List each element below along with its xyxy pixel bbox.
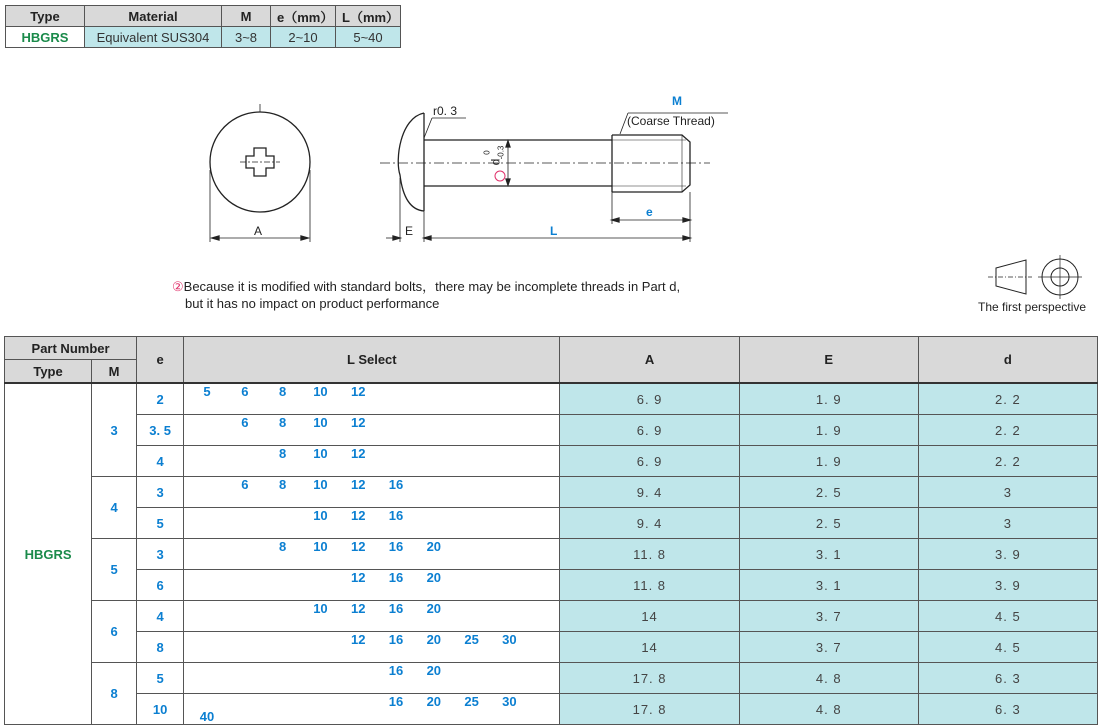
E-cell: 4. 8 <box>739 663 918 694</box>
first-perspective-label: The first perspective <box>978 300 1087 314</box>
l-value: 8 <box>279 384 287 399</box>
d-cell: 3. 9 <box>918 539 1097 570</box>
part-number-table <box>4 336 1098 725</box>
d-cell: 3. 9 <box>918 570 1097 601</box>
l-value: 8 <box>279 415 287 430</box>
table-row <box>5 663 1098 694</box>
table-row <box>5 570 1098 601</box>
table-row <box>5 477 1098 508</box>
d-cell: 6. 3 <box>918 663 1097 694</box>
l-value: 16 <box>388 632 404 647</box>
l-value: 25 <box>464 632 479 647</box>
e-cell: 10 <box>137 694 184 725</box>
e-cell: 2 <box>137 383 184 415</box>
table-row <box>5 694 1098 725</box>
l-value: 12 <box>350 508 366 523</box>
header-E: E <box>739 337 918 384</box>
m-cell: 8 <box>92 663 137 725</box>
E-cell: 3. 7 <box>739 632 918 663</box>
l-value: 12 <box>350 477 366 492</box>
l-select-cell <box>184 508 560 539</box>
E-cell: 2. 5 <box>739 508 918 539</box>
e-cell: 3 <box>137 477 184 508</box>
l-value: 30 <box>502 694 517 709</box>
e-cell: 5 <box>137 663 184 694</box>
e-cell: 3 <box>137 539 184 570</box>
l-value: 12 <box>350 570 366 585</box>
thread-m-label: M <box>672 94 682 108</box>
radius-label: r0. 3 <box>433 104 458 118</box>
l-value: 8 <box>279 446 287 461</box>
spec-header-type: Type <box>6 6 85 27</box>
l-value: 8 <box>279 477 287 492</box>
l-value: 16 <box>388 601 404 616</box>
e-cell: 4 <box>137 446 184 477</box>
a-cell: 14 <box>560 601 739 632</box>
l-select-cell <box>184 601 560 632</box>
footnote-line-2: but it has no impact on product performance <box>185 296 440 311</box>
l-value: 20 <box>426 694 442 709</box>
d-cell: 3 <box>918 477 1097 508</box>
E-cell: 1. 9 <box>739 383 918 415</box>
a-cell: 11. 8 <box>560 539 739 570</box>
l-value: 16 <box>388 694 404 709</box>
a-cell: 6. 9 <box>560 446 739 477</box>
header-type: Type <box>5 360 92 384</box>
header-e: e <box>137 337 184 384</box>
d-cell: 4. 5 <box>918 632 1097 663</box>
l-select-cell <box>184 383 560 415</box>
e-cell: 3. 5 <box>137 415 184 446</box>
l-value: 20 <box>426 570 442 585</box>
l-value: 20 <box>426 663 442 678</box>
l-select-cell <box>184 539 560 570</box>
d-cell: 4. 5 <box>918 601 1097 632</box>
tol-top: 0 <box>482 150 492 155</box>
l-value: 10 <box>313 508 328 523</box>
d-cell: 3 <box>918 508 1097 539</box>
l-value: 12 <box>350 601 366 616</box>
header-m: M <box>92 360 137 384</box>
dim-e-thread-label: e <box>646 205 653 219</box>
first-angle-projection-icon <box>988 255 1082 299</box>
l-select-cell <box>184 632 560 663</box>
spec-header-material: Material <box>85 6 222 27</box>
l-value: 10 <box>313 539 328 554</box>
l-value: 16 <box>388 663 404 678</box>
dim-e-label: E <box>405 224 414 238</box>
tol-bottom: -0.3 <box>496 145 506 160</box>
spec-type: HBGRS <box>6 27 85 48</box>
header-d: d <box>918 337 1097 384</box>
header-a: A <box>560 337 739 384</box>
a-cell: 17. 8 <box>560 694 739 725</box>
e-cell: 4 <box>137 601 184 632</box>
E-cell: 1. 9 <box>739 415 918 446</box>
l-value: 10 <box>313 601 328 616</box>
type-cell: HBGRS <box>5 383 92 725</box>
a-cell: 6. 9 <box>560 415 739 446</box>
l-select-cell <box>184 446 560 477</box>
table-row <box>5 632 1098 663</box>
l-value: 12 <box>350 415 366 430</box>
l-value: 16 <box>388 570 404 585</box>
l-select-cell <box>184 477 560 508</box>
E-cell: 3. 1 <box>739 570 918 601</box>
d-cell: 2. 2 <box>918 383 1097 415</box>
l-value: 12 <box>350 539 366 554</box>
e-cell: 8 <box>137 632 184 663</box>
l-value: 10 <box>313 415 328 430</box>
footnote-line-1: Because it is modified with standard bolts，there may be incomplete threads in Part d, <box>183 279 681 294</box>
l-value: 20 <box>426 601 442 616</box>
l-value: 12 <box>350 384 366 399</box>
warning-icon: ② <box>172 279 184 294</box>
l-value: 25 <box>464 694 479 709</box>
E-cell: 4. 8 <box>739 694 918 725</box>
a-cell: 11. 8 <box>560 570 739 601</box>
l-value: 6 <box>241 477 249 492</box>
a-cell: 9. 4 <box>560 477 739 508</box>
l-value: 6 <box>241 384 249 399</box>
head-side-view <box>398 113 424 211</box>
spec-e: 2~10 <box>271 27 336 48</box>
l-value: 8 <box>279 539 287 554</box>
l-select-cell <box>184 663 560 694</box>
footnote <box>172 278 680 312</box>
dim-a-label: A <box>254 224 263 238</box>
l-select-cell <box>184 415 560 446</box>
l-value: 12 <box>350 446 366 461</box>
e-cell: 6 <box>137 570 184 601</box>
spec-m: 3~8 <box>222 27 271 48</box>
spec-header-e: e（mm） <box>271 6 336 27</box>
d-cell: 6. 3 <box>918 694 1097 725</box>
l-value: 10 <box>313 477 328 492</box>
m-cell: 4 <box>92 477 137 539</box>
m-cell: 3 <box>92 383 137 477</box>
l-value: 30 <box>502 632 517 647</box>
l-value: 16 <box>388 539 404 554</box>
table-row <box>5 508 1098 539</box>
E-cell: 3. 7 <box>739 601 918 632</box>
table-body <box>5 383 1098 725</box>
d-cell: 2. 2 <box>918 415 1097 446</box>
e-cell: 5 <box>137 508 184 539</box>
dim-l-label: L <box>550 224 558 238</box>
table-row <box>5 601 1098 632</box>
E-cell: 3. 1 <box>739 539 918 570</box>
spec-material: Equivalent SUS304 <box>85 27 222 48</box>
m-cell: 5 <box>92 539 137 601</box>
d-cell: 2. 2 <box>918 446 1097 477</box>
l-value: 12 <box>350 632 366 647</box>
l-value: 16 <box>388 477 404 492</box>
coarse-thread-label: (Coarse Thread) <box>627 114 715 128</box>
a-cell: 17. 8 <box>560 663 739 694</box>
spec-l: 5~40 <box>336 27 401 48</box>
table-row <box>5 415 1098 446</box>
spec-header-m: M <box>222 6 271 27</box>
header-part-number: Part Number <box>5 337 137 360</box>
dim-d-label: d <box>488 158 503 166</box>
l-value: 5 <box>203 384 211 399</box>
l-value: 16 <box>388 508 404 523</box>
l-select-cell <box>184 694 560 725</box>
header-l-select: L Select <box>184 337 560 384</box>
spec-header-l: L（mm） <box>336 6 401 27</box>
thread-section <box>612 135 690 192</box>
l-value: 6 <box>241 415 249 430</box>
a-cell: 6. 9 <box>560 383 739 415</box>
l-select-cell <box>184 570 560 601</box>
a-cell: 9. 4 <box>560 508 739 539</box>
E-cell: 1. 9 <box>739 446 918 477</box>
E-cell: 2. 5 <box>739 477 918 508</box>
l-value: 20 <box>426 539 442 554</box>
table-row <box>5 446 1098 477</box>
a-cell: 14 <box>560 632 739 663</box>
l-value: 10 <box>313 384 328 399</box>
table-row <box>5 383 1098 415</box>
m-cell: 6 <box>92 601 137 663</box>
l-value: 40 <box>199 709 215 724</box>
l-value: 20 <box>426 632 442 647</box>
l-value: 10 <box>313 446 328 461</box>
table-row <box>5 539 1098 570</box>
